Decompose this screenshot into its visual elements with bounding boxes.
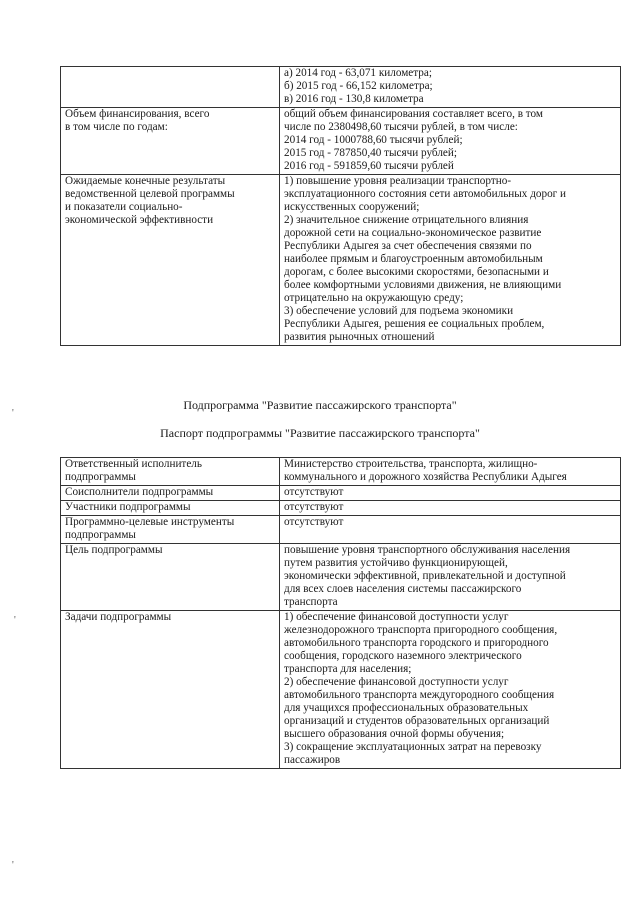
row-label-cell (61, 108, 280, 175)
value-line: коммунального и дорожного хозяйства Республики Адыгея (284, 471, 567, 483)
passport-table-continuation (60, 66, 621, 346)
row-value-cell (280, 67, 621, 108)
row-value-cell (280, 108, 621, 175)
row-value-cell (280, 175, 621, 346)
label-line: экономической эффективности (65, 214, 214, 226)
row-value-cell (280, 516, 621, 544)
table2-body (61, 458, 621, 769)
value-line: 2) обеспечение финансовой доступности услуг (284, 676, 509, 688)
value-line: наиболее прямым и благоустроенным автомобильным (284, 253, 543, 265)
value-line: железнодорожного транспорта пригородного сообщения, (284, 624, 558, 636)
label-line: Ответственный исполнитель (65, 458, 202, 470)
value-line: 2014 год - 1000788,60 тысячи рублей; (284, 134, 463, 146)
subprogram-passport-table (60, 457, 621, 769)
label-line: Объем финансирования, всего (65, 108, 210, 120)
value-line: экономически эффективной, привлекательной и доступной (284, 570, 566, 582)
row-label-cell (61, 544, 280, 611)
row-label-cell (61, 516, 280, 544)
value-line: пассажиров (284, 754, 341, 766)
row-label-cell (61, 67, 280, 108)
table-row (61, 458, 621, 486)
label-line: Программно-целевые инструменты (65, 516, 235, 528)
label-line: ведомственной целевой программы (65, 188, 235, 200)
value-line: числе по 2380498,60 тысячи рублей, в том числе: (284, 121, 518, 133)
subprogram-title: Подпрограмма "Развитие пассажирского транспорта" (183, 398, 457, 412)
row-label-cell (61, 501, 280, 516)
value-line: Министерство строительства, транспорта, жилищно- (284, 458, 538, 470)
value-line: отсутствуют (284, 516, 344, 528)
passport-title: Паспорт подпрограммы "Развитие пассажирского транспорта" (160, 426, 480, 440)
label-line: подпрограммы (65, 471, 136, 483)
label-line: Задачи подпрограммы (65, 611, 172, 623)
value-line: 2016 год - 591859,60 тысячи рублей (284, 160, 454, 172)
label-line: Ожидаемые конечные результаты (65, 175, 226, 187)
label-line: в том числе по годам: (65, 121, 168, 133)
value-line: отрицательно на окружающую среду; (284, 292, 464, 304)
row-label-cell (61, 458, 280, 486)
value-line: б) 2015 год - 66,152 километра; (284, 80, 433, 92)
value-line: искусственных сооружений; (284, 201, 420, 213)
value-line: автомобильного транспорта междугородного сообщения (284, 689, 555, 701)
value-line: автомобильного транспорта городского и пригородного (284, 637, 549, 649)
value-line: транспорта для населения; (284, 663, 412, 675)
table-row (61, 611, 621, 769)
value-line: развития рыночных отношений (284, 331, 435, 343)
label-line: подпрограммы (65, 529, 136, 541)
value-line: Республики Адыгея, решения ее социальных проблем, (284, 318, 545, 330)
value-line: отсутствуют (284, 501, 344, 513)
table-row (61, 516, 621, 544)
scan-speck: ' (14, 615, 16, 626)
table-row (61, 108, 621, 175)
value-line: эксплуатационного состояния сети автомобильных дорог и (284, 188, 567, 200)
row-value-cell (280, 611, 621, 769)
table-row (61, 486, 621, 501)
value-line: Республики Адыгея за счет обеспечения связями по (284, 240, 532, 252)
table1-body (61, 67, 621, 346)
label-line: и показатели социально- (65, 201, 183, 213)
table-row (61, 501, 621, 516)
scan-speck: ' (12, 860, 14, 871)
value-line: для учащихся профессиональных образовательных (284, 702, 529, 714)
row-label-cell (61, 486, 280, 501)
row-value-cell (280, 544, 621, 611)
value-line: транспорта (284, 596, 338, 608)
value-line: более комфортными условиями движения, не влияющими (284, 279, 562, 291)
value-line: 3) обеспечение условий для подъема экономики (284, 305, 514, 317)
value-line: общий объем финансирования составляет всего, в том (284, 108, 544, 120)
row-value-cell (280, 458, 621, 486)
row-label-cell (61, 175, 280, 346)
value-line: для всех слоев населения системы пассажирского (284, 583, 522, 595)
value-line: а) 2014 год - 63,071 километра; (284, 67, 432, 79)
value-line: дорогам, с более высокими скоростями, безопасными и (284, 266, 549, 278)
value-line: 1) обеспечение финансовой доступности услуг (284, 611, 509, 623)
value-line: дорожной сети на социально-экономическое развитие (284, 227, 542, 239)
value-line: высшего образования очной формы обучения; (284, 728, 505, 740)
table-row (61, 544, 621, 611)
label-line: Соисполнители подпрограммы (65, 486, 214, 498)
value-line: 1) повышение уровня реализации транспортно- (284, 175, 512, 187)
table-row (61, 175, 621, 346)
value-line: 2) значительное снижение отрицательного влияния (284, 214, 529, 226)
value-line: 2015 год - 787850,40 тысячи рублей; (284, 147, 457, 159)
value-line: в) 2016 год - 130,8 километра (284, 93, 424, 105)
value-line: путем развития устойчиво функционирующей, (284, 557, 508, 569)
row-value-cell (280, 501, 621, 516)
value-line: 3) сокращение эксплуатационных затрат на перевозку (284, 741, 542, 753)
value-line: организаций и студентов образовательных организаций (284, 715, 550, 727)
scan-speck: ' (12, 408, 14, 419)
row-value-cell (280, 486, 621, 501)
row-label-cell (61, 611, 280, 769)
label-line: Цель подпрограммы (65, 544, 163, 556)
value-line: отсутствуют (284, 486, 344, 498)
label-line: Участники подпрограммы (65, 501, 191, 513)
table-row (61, 67, 621, 108)
value-line: сообщения, городского наземного электрического (284, 650, 522, 662)
value-line: повышение уровня транспортного обслуживания населения (284, 544, 571, 556)
